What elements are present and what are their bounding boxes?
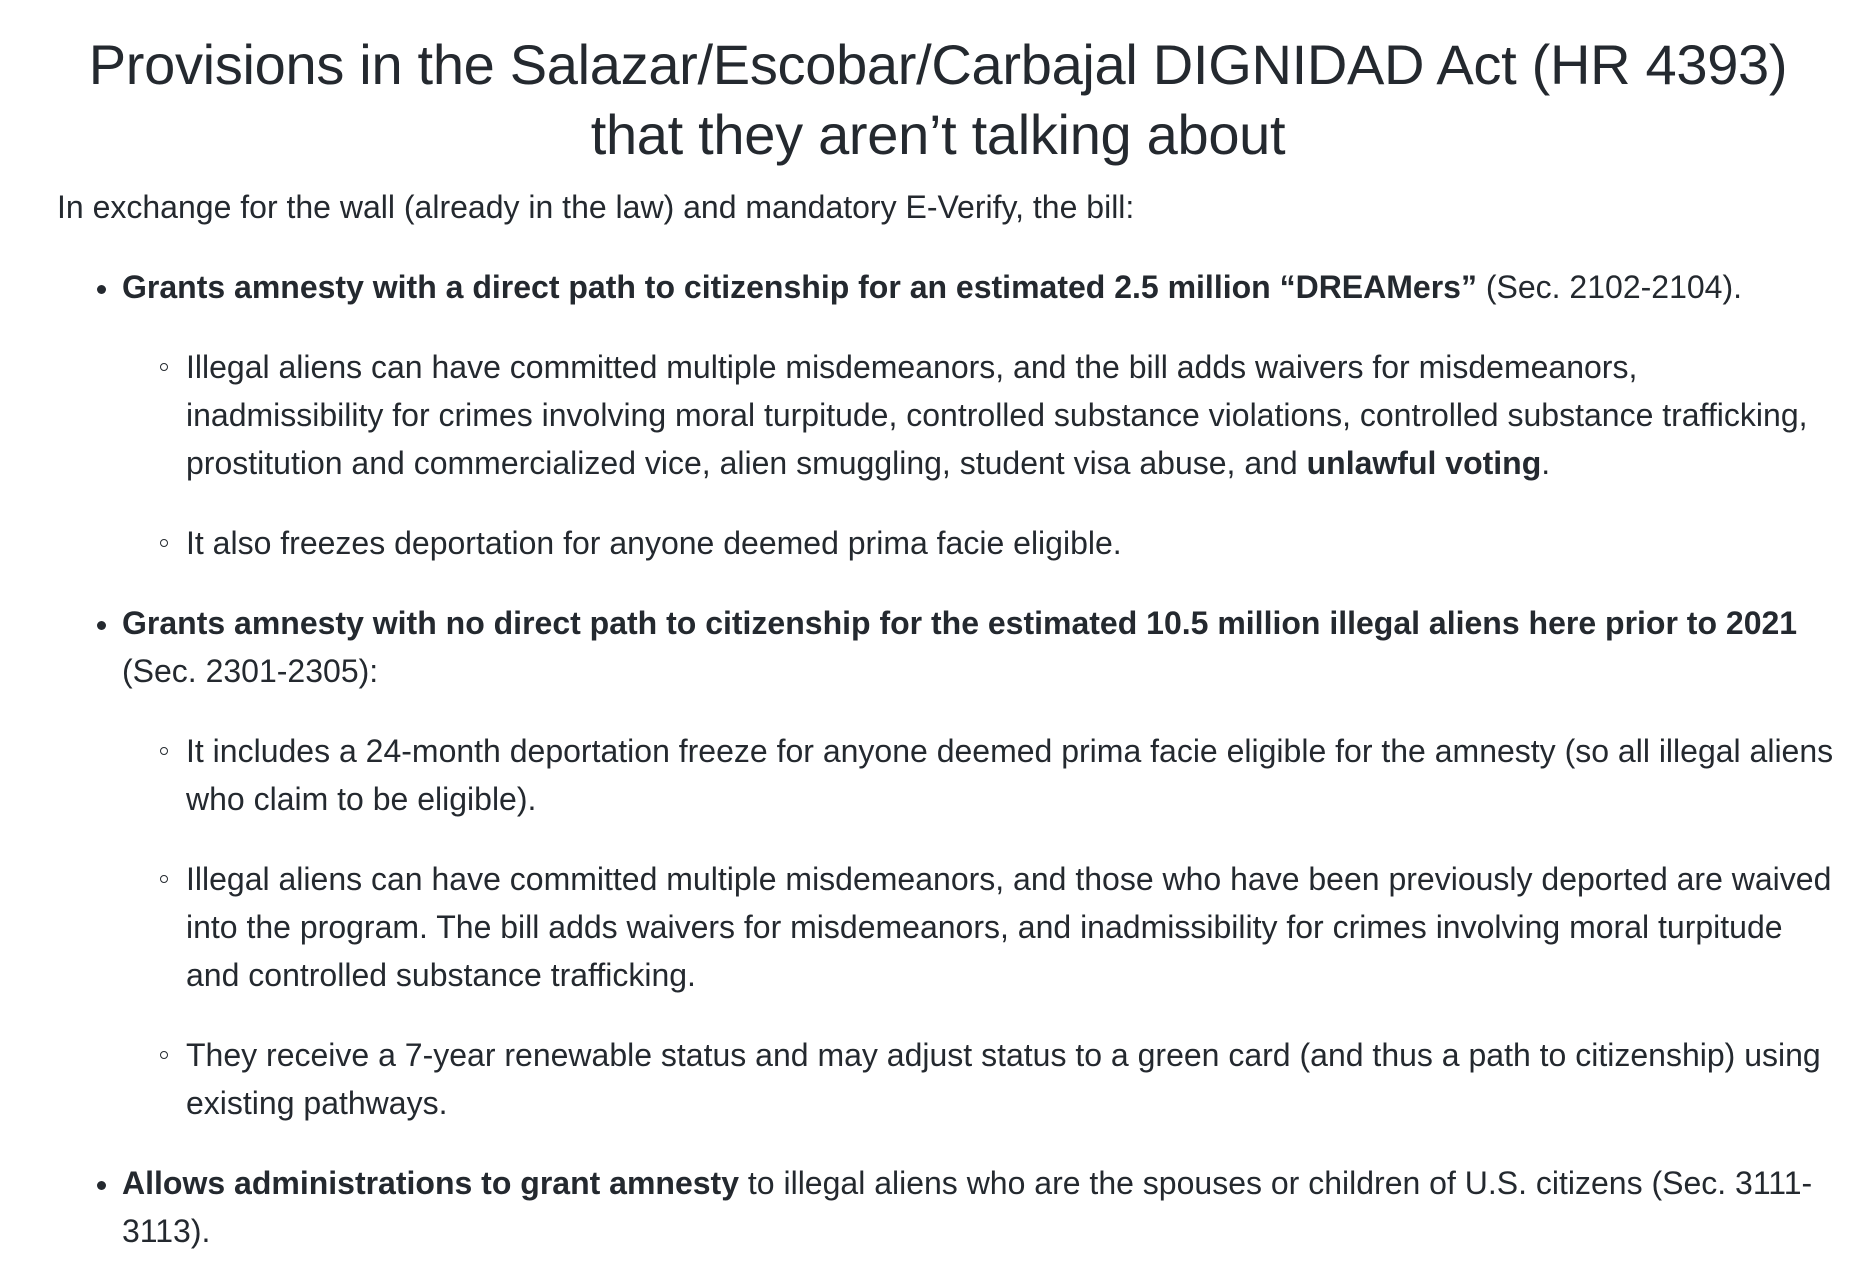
circle-bullet-icon [160,1051,168,1059]
provision-headline: Grants amnesty with a direct path to citizenship for an estimated 2.5 million “DREAMers” [122,269,1477,305]
provision-headline: Grants amnesty with no direct path to citizenship for the estimated 10.5 million illegal aliens here prior to 2021 [122,605,1798,641]
circle-bullet-icon [160,363,168,371]
provision-item [0,263,1876,567]
intro-paragraph: In exchange for the wall (already in the law) and mandatory E-Verify, the bill: [57,189,1135,225]
provision-detail [186,343,1836,487]
provision-details-list [122,343,1836,567]
bullet-icon [97,1181,106,1190]
detail-text: They receive a 7-year renewable status and may adjust status to a green card (and thus a path to citizenship) using existing pathways. [186,1037,1821,1121]
detail-text: It includes a 24-month deportation freeze for anyone deemed prima facie eligible for the amnesty (so all illegal aliens who claim to be eligible). [186,733,1834,817]
provision-item [0,599,1876,1127]
provision-detail [186,855,1836,999]
provision-reference: to illegal aliens who are the spouses or children of U.S. citizens (Sec. 3111-3113). [122,1165,1813,1249]
detail-text: Illegal aliens can have committed multiple misdemeanors, and those who have been previously deported are waived into the program. The bill adds waivers for misdemeanors, and inadmissibility for crimes involving moral turpitude and controlled substance trafficking. [186,861,1832,993]
bullet-icon [97,285,106,294]
detail-emphasis: unlawful voting [1306,445,1542,481]
detail-text: It also freezes deportation for anyone deemed prima facie eligible. [186,525,1122,561]
provision-reference: (Sec. 2301-2305): [122,653,379,689]
detail-text: Illegal aliens can have committed multiple misdemeanors, and the bill adds waivers for misdemeanors, inadmissibility for crimes involving moral turpitude, controlled substance violations, controlled substance trafficking, prostitution and commercialized vice, alien smuggling, student visa abuse, and [186,349,1808,481]
provision-reference: (Sec. 2102-2104). [1476,269,1742,305]
page-title: Provisions in the Salazar/Escobar/Carbajal DIGNIDAD Act (HR 4393) that they aren’t talking about [88,33,1788,166]
detail-tail: . [1541,445,1551,481]
circle-bullet-icon [160,539,168,547]
provisions-section [0,263,1876,1287]
circle-bullet-icon [160,875,168,883]
provision-headline: Allows administrations to grant amnesty [122,1165,739,1201]
circle-bullet-icon [160,747,168,755]
provision-detail [186,1031,1836,1127]
provisions-list [0,263,1876,1255]
provision-detail [186,727,1836,823]
provision-detail [186,519,1836,567]
provision-item [0,1159,1876,1255]
provision-details-list [122,727,1836,1127]
bullet-icon [97,621,106,630]
